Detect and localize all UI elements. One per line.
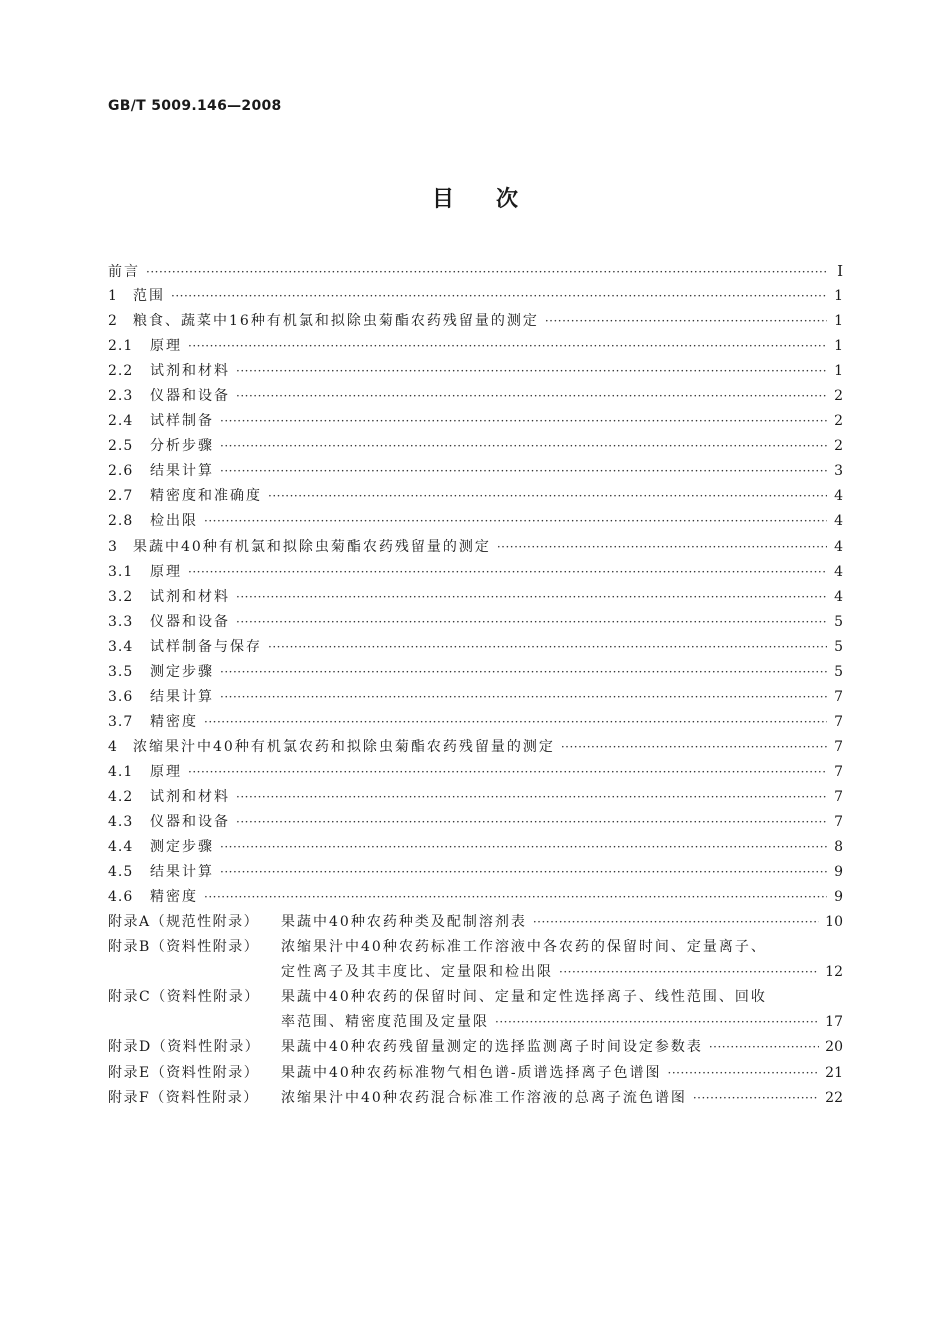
toc-entry-number: 3.6 [108,688,134,705]
leader-dots [220,660,827,685]
toc-entry-number: 3 [108,538,118,555]
toc-entry-label: 试样制备 [150,413,214,430]
toc-entry-number: 3.2 [108,588,134,605]
toc-entry-number: 2 [108,313,118,330]
toc-entry-number: 3.7 [108,713,134,730]
appendix-entry[interactable] [108,1035,843,1060]
leader-dots [533,910,819,935]
toc-entry[interactable] [108,459,843,484]
toc-entry-page: 5 [834,613,843,630]
leader-dots [709,1035,819,1060]
toc-entry-number: 4.3 [108,814,134,831]
toc-entry-number: 2.2 [108,363,134,380]
toc-entry-page: 2 [834,413,843,430]
toc-entry-label: 试样制备与保存 [150,638,262,655]
appendix-page: 20 [825,1039,843,1056]
document-code: GB/T 5009.146—2008 [108,98,282,114]
toc-entry-label: 原理 [150,338,182,355]
toc-entry-page: 3 [834,463,843,480]
leader-dots [268,484,827,509]
toc-entry[interactable] [108,735,843,760]
appendix-title: 果蔬中40种农药残留量测定的选择监测离子时间设定参数表 [281,1039,703,1056]
leader-dots [236,585,827,610]
leader-dots [668,1061,820,1086]
toc-entry-label: 精密度和准确度 [150,488,262,505]
appendix-prefix: 附录E（资料性附录） [108,1064,260,1081]
appendix-title-continued: 率范围、精密度范围及定量限 [281,1014,489,1031]
appendix-entry[interactable] [108,1086,843,1111]
toc-entry[interactable] [108,585,843,610]
leader-dots [236,359,827,384]
toc-entry[interactable] [108,334,843,359]
appendix-page: 22 [825,1089,843,1106]
leader-dots [188,334,827,359]
appendix-entry-continuation[interactable] [108,1010,843,1035]
toc-entry-number: 4.2 [108,788,134,805]
appendix-page: 21 [825,1064,843,1081]
leader-dots [545,309,827,334]
toc-entry-label: 仪器和设备 [150,814,230,831]
appendix-entry[interactable] [108,910,843,935]
toc-entry[interactable] [108,810,843,835]
toc-entry-number: 2.5 [108,438,134,455]
toc-entry-label: 原理 [150,563,182,580]
toc-entry-label: 分析步骤 [150,438,214,455]
toc-entry-label: 检出限 [150,513,198,530]
toc-entry-label: 试剂和材料 [150,363,230,380]
toc-entry-number: 3.3 [108,613,134,630]
toc-entry-page: 8 [834,839,843,856]
toc-entry-number: 2.6 [108,463,134,480]
leader-dots [171,284,827,309]
toc-entry-label: 果蔬中40种有机氯和拟除虫菊酯农药残留量的测定 [133,538,491,555]
toc-entry[interactable] [108,660,843,685]
toc-entry-label: 精密度 [150,713,198,730]
leader-dots [268,635,827,660]
toc-entry-label: 粮食、蔬菜中16种有机氯和拟除虫菊酯农药残留量的测定 [133,313,539,330]
toc-entry-page: 1 [834,363,843,380]
toc-entry-label: 精密度 [150,889,198,906]
toc-entry-page: 4 [834,588,843,605]
toc-entry-page: 4 [834,488,843,505]
toc-entry-page: 1 [834,313,843,330]
toc-entry-number: 4.5 [108,864,134,881]
toc-entry[interactable] [108,434,843,459]
leader-dots [220,459,827,484]
toc-entry[interactable] [108,760,843,785]
toc-entry-page: 4 [834,538,843,555]
page-title: 目次 [431,187,560,212]
leader-dots [188,760,827,785]
leader-dots [236,384,827,409]
toc-entry-label: 仪器和设备 [150,388,230,405]
leader-dots [559,960,819,985]
appendix-entry[interactable] [108,985,843,1010]
toc-entry-label: 范围 [133,288,165,305]
toc-entry-page: 4 [834,513,843,530]
leader-dots [220,835,827,860]
toc-entry-label: 结果计算 [150,864,214,881]
toc-entry[interactable] [108,535,843,560]
leader-dots [236,810,827,835]
toc-entry-number: 2.7 [108,488,134,505]
toc-entry[interactable] [108,610,843,635]
leader-dots [220,860,827,885]
appendix-entry-continuation[interactable] [108,960,843,985]
toc-entry[interactable] [108,484,843,509]
appendix-title: 浓缩果汁中40种农药混合标准工作溶液的总离子流色谱图 [281,1089,687,1106]
toc-entry-number: 1 [108,288,118,305]
toc-entry-number: 3.4 [108,638,134,655]
toc-entry-page: 7 [834,688,843,705]
leader-dots [561,735,827,760]
toc-entry-label: 浓缩果汁中40种有机氯农药和拟除虫菊酯农药残留量的测定 [133,738,555,755]
toc-entry-page: 5 [834,663,843,680]
toc-entry-page: 4 [834,563,843,580]
toc-entry-number: 3.5 [108,663,134,680]
toc-entry-label: 结果计算 [150,688,214,705]
toc-entry[interactable] [108,685,843,710]
toc-entry-page: 7 [834,788,843,805]
appendix-prefix: 附录F（资料性附录） [108,1089,259,1106]
appendix-title: 果蔬中40种农药种类及配制溶剂表 [281,914,527,931]
toc-entry[interactable] [108,885,843,910]
toc-entry[interactable] [108,785,843,810]
toc-entry[interactable] [108,259,843,284]
toc-entry-number: 2.4 [108,413,134,430]
leader-dots [236,610,827,635]
toc-entry-page: 5 [834,638,843,655]
toc-entry[interactable] [108,409,843,434]
toc-entry-page: 7 [834,763,843,780]
toc-entry-page: 9 [834,864,843,881]
toc-entry-page: 9 [834,889,843,906]
table-of-contents [108,259,843,1111]
toc-entry-page: 7 [834,713,843,730]
leader-dots [188,560,827,585]
appendix-title-continued: 定性离子及其丰度比、定量限和检出限 [281,964,553,981]
leader-dots [204,509,827,534]
toc-entry-label: 测定步骤 [150,839,214,856]
toc-entry-label: 测定步骤 [150,663,214,680]
toc-entry[interactable] [108,635,843,660]
toc-entry-number: 3.1 [108,563,134,580]
toc-entry-label: 前言 [108,264,140,280]
leader-dots [220,434,827,459]
appendix-prefix: 附录C（资料性附录） [108,989,260,1006]
appendix-page: 17 [825,1014,843,1031]
toc-entry[interactable] [108,284,843,309]
toc-entry-number: 2.3 [108,388,134,405]
toc-entry-label: 仪器和设备 [150,613,230,630]
toc-entry[interactable] [108,710,843,735]
toc-entry-page: 7 [834,738,843,755]
appendix-prefix: 附录A（规范性附录） [108,914,260,931]
appendix-prefix: 附录B（资料性附录） [108,939,260,956]
leader-dots [693,1086,819,1111]
leader-dots [236,785,827,810]
toc-entry-page: Ⅰ [837,262,843,280]
toc-entry-page: 1 [834,338,843,355]
appendix-title: 果蔬中40种农药的保留时间、定量和定性选择离子、线性范围、回收 [281,989,767,1006]
toc-entry-number: 4 [108,738,118,755]
leader-dots [497,535,827,560]
leader-dots [204,885,827,910]
toc-entry-label: 试剂和材料 [150,588,230,605]
appendix-page: 10 [825,914,843,931]
toc-entry[interactable] [108,835,843,860]
appendix-entry[interactable] [108,935,843,960]
toc-entry-number: 4.4 [108,839,134,856]
toc-entry-number: 4.6 [108,889,134,906]
toc-entry[interactable] [108,560,843,585]
toc-entry[interactable] [108,359,843,384]
toc-entry-number: 2.8 [108,513,134,530]
toc-entry[interactable] [108,309,843,334]
toc-entry[interactable] [108,860,843,885]
appendix-prefix: 附录D（资料性附录） [108,1039,261,1056]
leader-dots [204,710,827,735]
toc-entry-label: 原理 [150,763,182,780]
appendix-title: 浓缩果汁中40种农药标准工作溶液中各农药的保留时间、定量离子、 [281,939,767,956]
appendix-entry[interactable] [108,1061,843,1086]
toc-entry-number: 4.1 [108,763,134,780]
toc-entry[interactable] [108,384,843,409]
toc-entry-label: 结果计算 [150,463,214,480]
appendix-title: 果蔬中40种农药标准物气相色谱-质谱选择离子色谱图 [281,1064,662,1081]
toc-entry-page: 2 [834,438,843,455]
toc-entry-page: 7 [834,814,843,831]
toc-entry-page: 1 [834,288,843,305]
toc-entry-label: 试剂和材料 [150,788,230,805]
appendix-page: 12 [825,964,843,981]
toc-entry[interactable] [108,509,843,534]
leader-dots [220,685,827,710]
toc-entry-page: 2 [834,388,843,405]
toc-entry-number: 2.1 [108,338,134,355]
leader-dots [220,409,827,434]
leader-dots [495,1010,819,1035]
leader-dots [146,260,827,285]
